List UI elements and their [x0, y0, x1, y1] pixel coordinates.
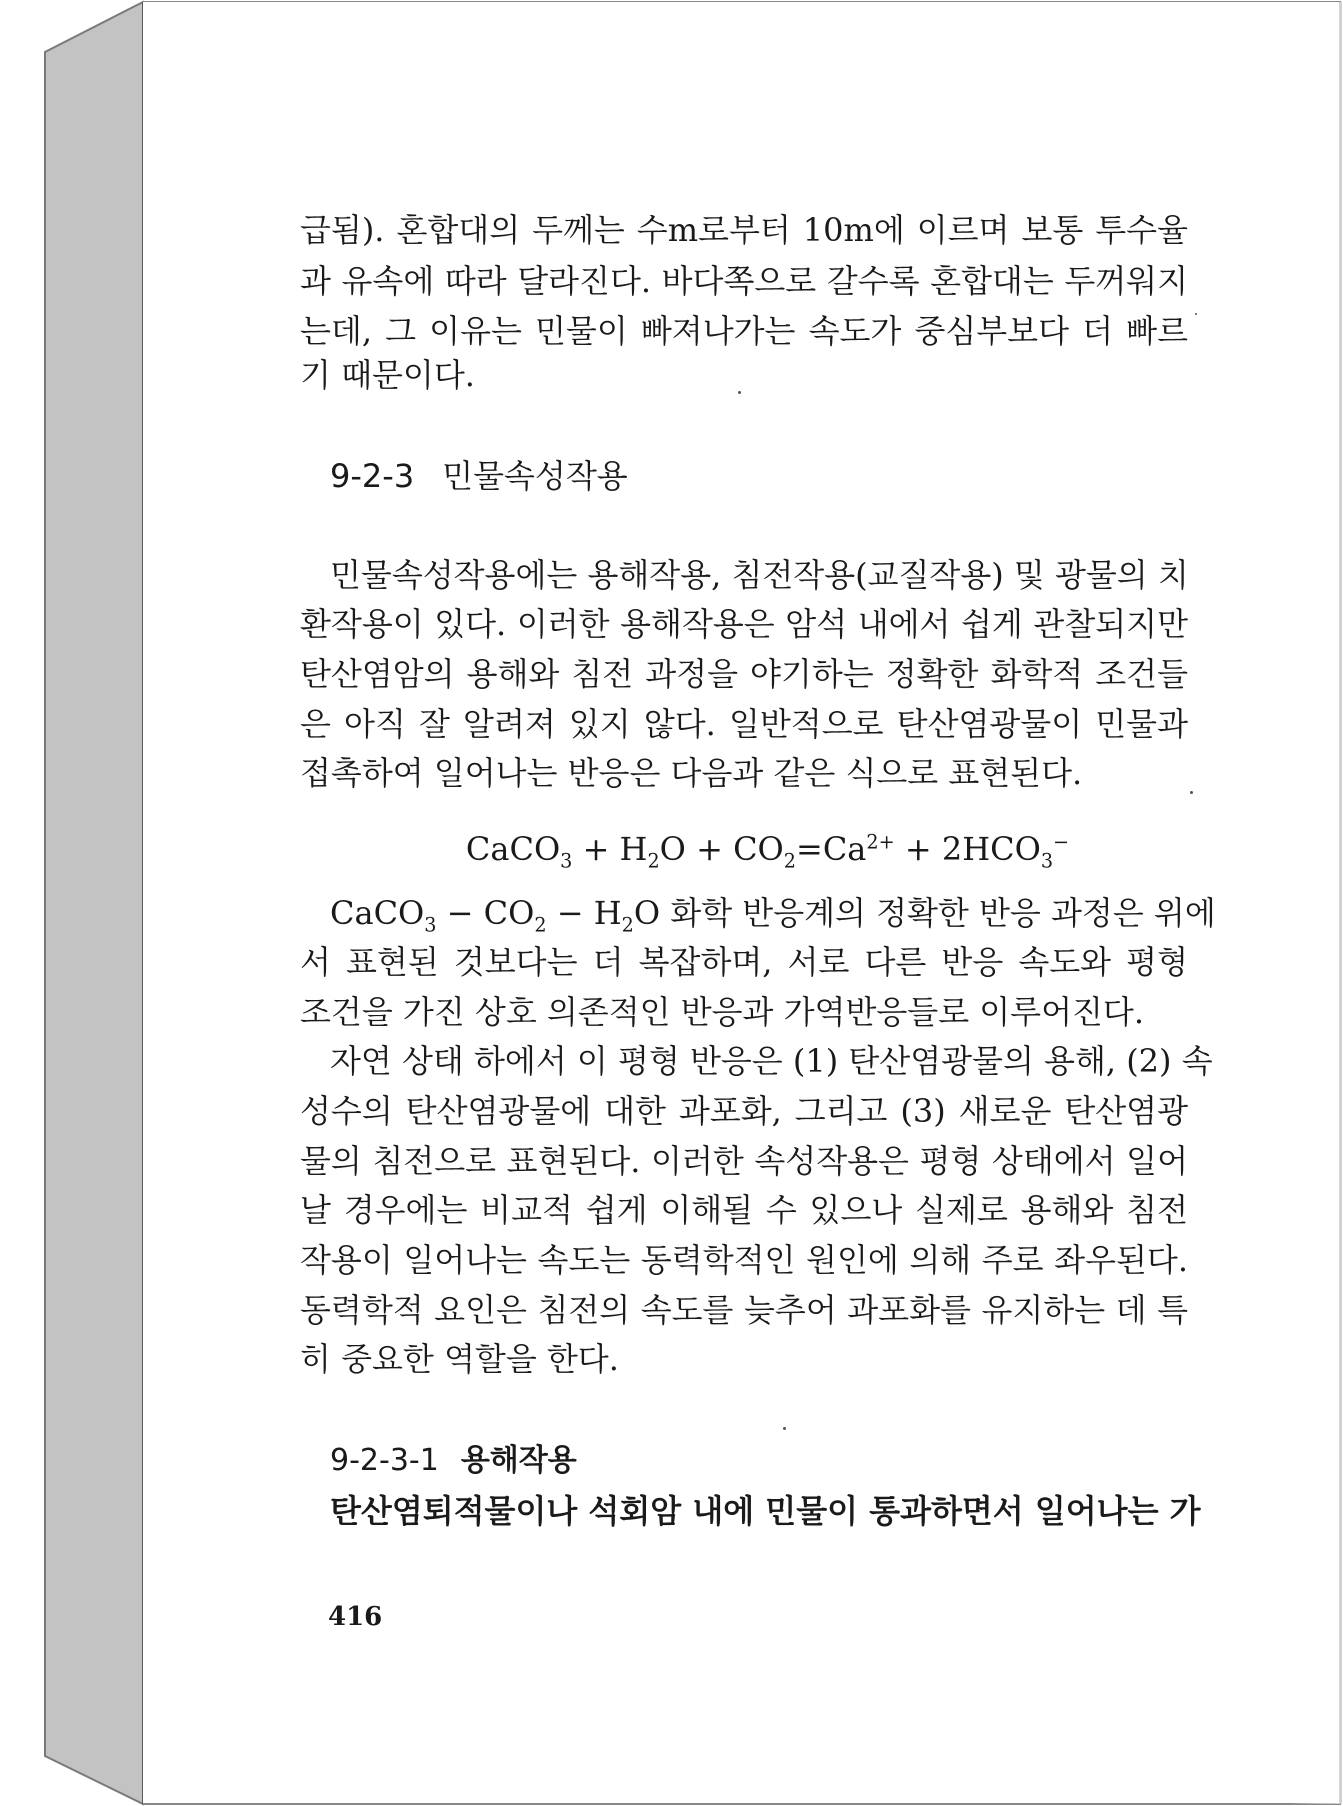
scan-speck — [738, 391, 741, 394]
chemical-equation: CaCO$_3$ + $H_2O + CO_2=Ca^{2+} + 2HCO_3^-$ — [465, 829, 1070, 873]
text-line: 는데, 그 이유는 민물이 빠져나가는 속도가 중심부보다 더 빠르 — [300, 312, 1188, 350]
text-line: 접촉하여 일어나는 반응은 다음과 같은 식으로 표현된다. — [300, 754, 1083, 792]
section-heading — [330, 456, 628, 496]
scan-speck — [1195, 313, 1197, 315]
text-line: 서 표현된 것보다는 더 복잡하며, 서로 다른 반응 속도와 평형 — [300, 943, 1188, 981]
text-line: 날 경우에는 비교적 쉽게 이해될 수 있으나 실제로 용해와 침전 — [300, 1191, 1188, 1229]
subsection-number: 9-2-3-1 — [330, 1443, 439, 1478]
text-line: 은 아직 잘 알려져 있지 않다. 일반적으로 탄산염광물이 민물과 — [300, 705, 1188, 743]
text-line: CaCO$_3$ − $CO_2 - H_2O$ 화학 반응계의 정확한 반응 과정은 위에 — [330, 894, 1216, 937]
text-line: 조건을 가진 상호 의존적인 반응과 가역반응들로 이루어진다. — [300, 993, 1145, 1031]
scan-speck — [783, 1427, 786, 1430]
section-number: 9-2-3 — [330, 457, 415, 495]
text-line: 기 때문이다. — [300, 356, 475, 394]
text-line: 동력학적 요인은 침전의 속도를 늦추어 과포화를 유지하는 데 특 — [300, 1291, 1188, 1329]
text-line: 탄산염암의 용해와 침전 과정을 야기하는 정확한 화학적 조건들 — [300, 655, 1188, 693]
scan-speck — [1190, 791, 1193, 794]
text-line: 민물속성작용에는 용해작용, 침전작용(교질작용) 및 광물의 치 — [330, 556, 1189, 594]
text-line: 히 중요한 역할을 한다. — [300, 1340, 619, 1378]
text-line: 환작용이 있다. 이러한 용해작용은 암석 내에서 쉽게 관찰되지만 — [300, 605, 1188, 643]
text-line: 작용이 일어나는 속도는 동력학적인 원인에 의해 주로 좌우된다. — [300, 1241, 1188, 1279]
text-line: 물의 침전으로 표현된다. 이러한 속성작용은 평형 상태에서 일어 — [300, 1142, 1188, 1180]
subsection-heading — [330, 1441, 577, 1481]
text-line: 탄산염퇴적물이나 석회암 내에 민물이 통과하면서 일어나는 가 — [330, 1492, 1201, 1530]
text-line: 성수의 탄산염광물에 대한 과포화, 그리고 (3) 새로운 탄산염광 — [300, 1092, 1188, 1130]
page-number: 416 — [328, 1602, 383, 1632]
subsection-title: 용해작용 — [460, 1443, 577, 1478]
section-title: 민물속성작용 — [442, 457, 628, 495]
text-line: 자연 상태 하에서 이 평형 반응은 (1) 탄산염광물의 용해, (2) 속 — [330, 1042, 1213, 1080]
text-line: 급됨). 혼합대의 두께는 수m로부터 10m에 이르며 보통 투수율 — [300, 211, 1188, 249]
text-line: 과 유속에 따라 달라진다. 바다쪽으로 갈수록 혼합대는 두꺼워지 — [300, 262, 1188, 300]
